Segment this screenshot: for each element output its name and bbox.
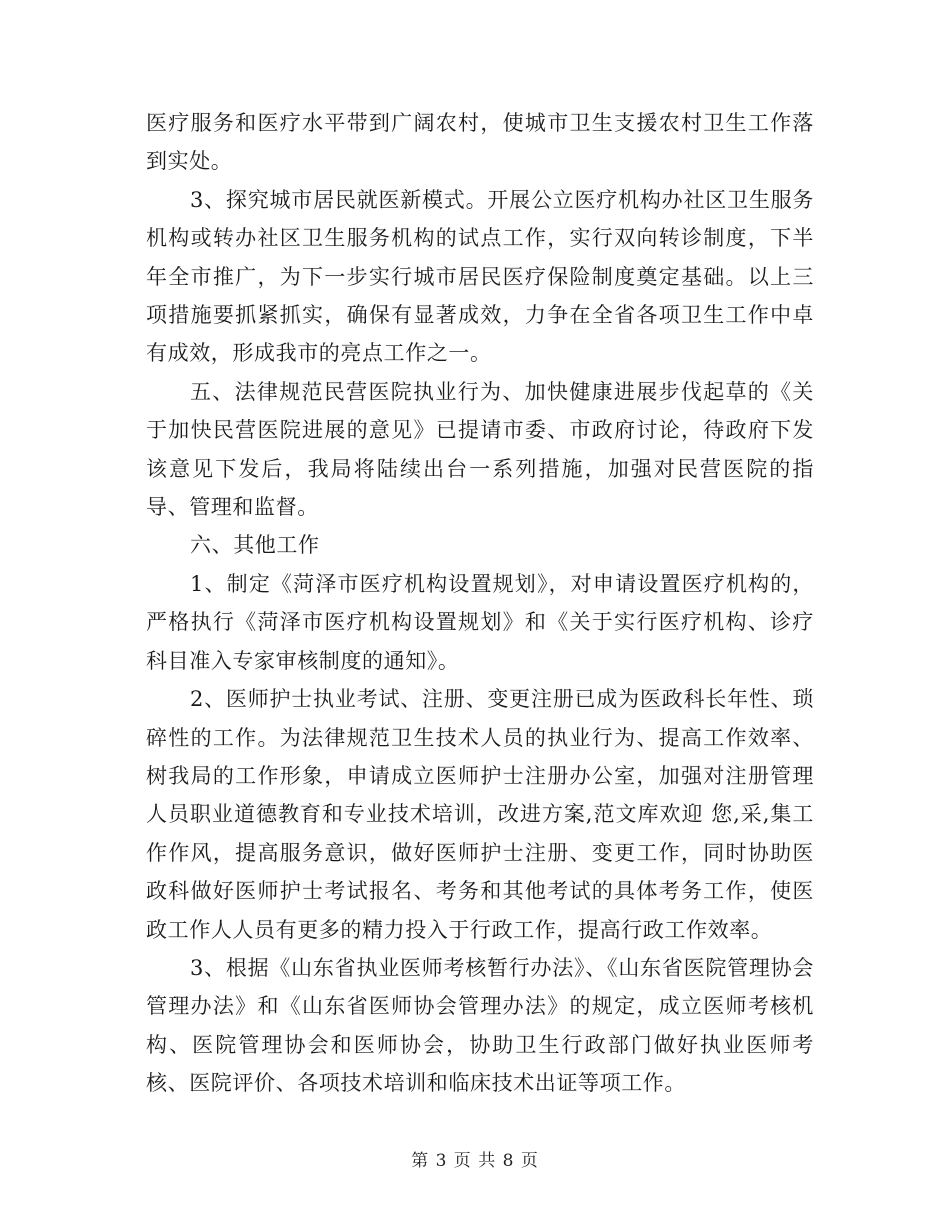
paragraph-item-2-registration: 2、医师护士执业考试、注册、变更注册已成为医政科长年性、琐碎性的工作。为法律规范卫生技术人员的执业行为、提高工作效率、树我局的工作形象，申请成立医师护士注册办公室，加强对注册管理人员职业道德教育和专业技术培训，改进方案,范文库欢迎 您,采,集工作作风，提高服务意识，做好医师护士注册、变更工作，同时协助医政科做好医师护士考试报名、考务和其他考试的具体考务工作，使医政工作人人员有更多的精力投入于行政工作，提高行政工作效率。: [146, 687, 814, 942]
document-body: [146, 104, 814, 1103]
page-number-footer: 第 3 页 共 8 页: [411, 1151, 539, 1171]
paragraph-continuation: 医疗服务和医疗水平带到广阔农村，使城市卫生支援农村卫生工作落到实处。: [146, 111, 814, 174]
paragraph-section-5-private-hospitals: 五、法律规范民营医院执业行为、加快健康进展步伐起草的《关于加快民营医院进展的意见》已提请市委、市政府讨论，待政府下发该意见下发后，我局将陆续出台一系列措施，加强对民营医院的指导、管理和监督。: [146, 379, 814, 520]
paragraph-item-3-assessment: 3、根据《山东省执业医师考核暂行办法》、《山东省医院管理协会管理办法》和《山东省医师协会管理办法》的规定，成立医师考核机构、医院管理协会和医师协会，协助卫生行政部门做好执业医师考核、医院评价、各项技术培训和临床技术出证等项工作。: [146, 955, 814, 1096]
section-heading-other-work: 六、其他工作: [190, 533, 320, 558]
paragraph-item-1-planning: 1、制定《菏泽市医疗机构设置规划》，对申请设置医疗机构的，严格执行《菏泽市医疗机构设置规划》和《关于实行医疗机构、诊疗科目准入专家审核制度的通知》。: [146, 571, 814, 673]
paragraph-item-3-medical-model: 3、探究城市居民就医新模式。开展公立医疗机构办社区卫生服务机构或转办社区卫生服务机构的试点工作，实行双向转诊制度，下半年全市推广，为下一步实行城市居民医疗保险制度奠定基础。以上三项措施要抓紧抓实，确保有显著成效，力争在全省各项卫生工作中卓有成效，形成我市的亮点工作之一。: [146, 187, 814, 366]
